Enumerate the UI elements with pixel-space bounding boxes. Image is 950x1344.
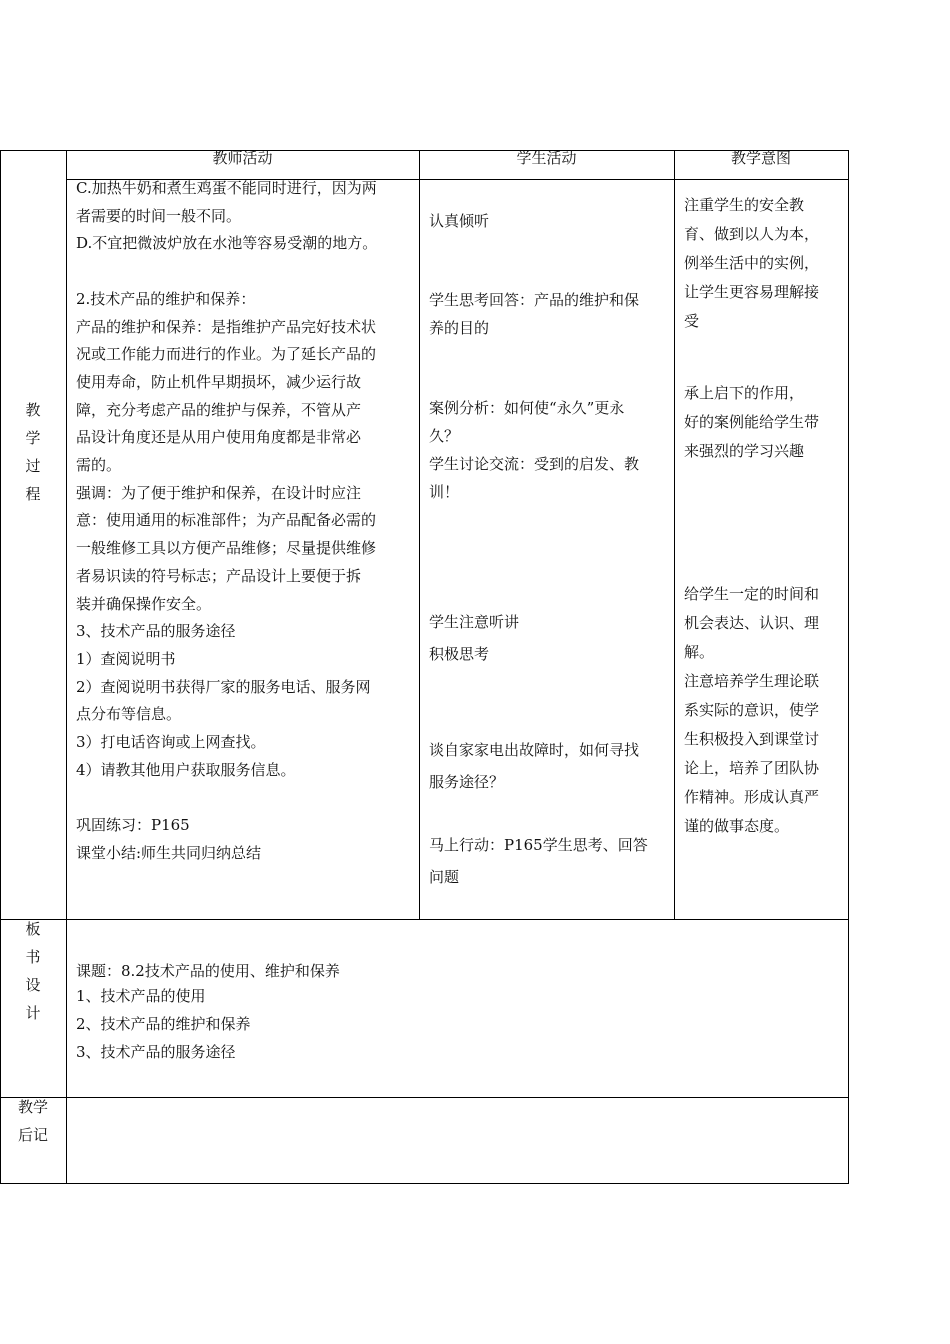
student-line: 认真倾听 (429, 212, 490, 230)
teacher-line: 障，充分考虑产品的维护与保养，不管从产 (76, 400, 362, 419)
teacher-column-border (419, 150, 420, 920)
student-line: 学生思考回答：产品的维护和保 (429, 291, 640, 309)
board-item: 1、技术产品的使用 (76, 987, 206, 1005)
teacher-line: C.加热牛奶和煮生鸡蛋不能同时进行，因为两 (76, 179, 377, 197)
header-teaching-intent: 教学意图 (730, 149, 791, 167)
teacher-line: 使用寿命，防止机件早期损坏，减少运行故 (76, 372, 362, 391)
intent-block-safety (684, 191, 842, 336)
board-title: 课题：8.2技术产品的使用、维护和保养 (76, 962, 340, 980)
board-item: 3、技术产品的服务途径 (76, 1043, 236, 1061)
teacher-line: 品设计角度还是从用户使用角度都是非常必 (76, 428, 362, 447)
board-item: 2、技术产品的维护和保养 (76, 1015, 251, 1033)
intent-line: 系实际的意识，使学 (684, 701, 820, 719)
teacher-line: 一般维修工具以方便产品维修；尽量提供维修 (76, 539, 377, 558)
teacher-line: 2.技术产品的维护和保养： (76, 289, 256, 308)
teacher-line: 者需要的时间一般不同。 (76, 206, 242, 225)
teacher-line: 产品的维护和保养：是指维护产品完好技术状 (76, 317, 377, 336)
side-label-board-design: 板 书 设 计 (25, 920, 41, 1022)
student-line: 久？ (429, 427, 460, 445)
intent-line: 育、做到以人为本， (684, 225, 820, 243)
header-teacher-activity: 教师活动 (212, 149, 273, 167)
student-line: 谈自家家电出故障时，如何寻找 (429, 741, 640, 759)
intent-line: 注重学生的安全教 (684, 196, 805, 214)
teacher-line (76, 784, 416, 812)
student-line: 马上行动：P165学生思考、回答 (429, 836, 648, 854)
process-bottom-border (0, 919, 849, 920)
student-block-attention (429, 606, 669, 670)
side-label-process: 教 学 过 程 (25, 401, 41, 503)
table-right-border (848, 150, 849, 1184)
teacher-line: 需的。 (76, 456, 122, 475)
student-line: 学生讨论交流：受到的启发、教 (429, 455, 640, 473)
student-block-listen (429, 207, 669, 235)
table-bottom-border (0, 1183, 849, 1184)
intent-line: 生积极投入到课堂讨 (684, 730, 820, 748)
student-line: 训！ (429, 483, 460, 501)
student-line: 养的目的 (429, 319, 490, 337)
side-label-notes: 教学 后记 (17, 1098, 48, 1144)
intent-line: 作精神。形成认真严 (684, 788, 820, 806)
teacher-line: 3、技术产品的服务途径 (76, 622, 236, 641)
teacher-line: 况或工作能力而进行的作业。为了延长产品的 (76, 345, 377, 364)
student-line: 积极思考 (429, 645, 490, 663)
student-block-answer (429, 286, 669, 342)
header-student-activity: 学生活动 (516, 149, 577, 167)
intent-block-transition (684, 379, 842, 466)
intent-line: 让学生更容易理解接 (684, 283, 820, 301)
teacher-line: 者易识读的符号标志；产品设计上要便于拆 (76, 566, 362, 585)
teacher-line: 4）请教其他用户获取服务信息。 (76, 760, 296, 779)
teacher-line: 装并确保操作安全。 (76, 594, 212, 613)
teacher-line (76, 258, 416, 286)
board-bottom-border (0, 1097, 849, 1098)
teacher-line: 点分布等信息。 (76, 705, 182, 724)
teacher-line: 意：使用通用的标准部件；为产品配备必需的 (76, 511, 377, 530)
student-line: 服务途径？ (429, 773, 505, 791)
student-block-action (429, 829, 669, 893)
teacher-activity-content (76, 175, 416, 868)
intent-line: 来强烈的学习兴趣 (684, 442, 805, 460)
intent-line: 论上，培养了团队协 (684, 759, 820, 777)
intent-line: 好的案例能给学生带 (684, 413, 820, 431)
teacher-line: D.不宜把微波炉放在水池等容易受潮的地方。 (76, 234, 378, 253)
student-line: 学生注意听讲 (429, 613, 520, 631)
intent-block-expression (684, 580, 842, 841)
intent-line: 给学生一定的时间和 (684, 585, 820, 603)
teacher-line: 巩固练习：P165 (76, 816, 190, 835)
intent-line: 机会表达、认识、理 (684, 614, 820, 632)
intent-line: 谨的做事态度。 (684, 817, 790, 835)
student-column-border (674, 150, 675, 920)
table-left-border (0, 150, 1, 1184)
teacher-line: 1）查阅说明书 (76, 649, 176, 668)
student-line: 问题 (429, 868, 460, 886)
intent-line: 受 (684, 312, 700, 330)
intent-line: 承上启下的作用， (684, 384, 805, 402)
student-block-service-discussion (429, 734, 669, 798)
student-line: 案例分析：如何使“永久”更永 (429, 399, 625, 417)
intent-line: 注意培养学生理论联 (684, 672, 820, 690)
intent-line: 例举生活中的实例， (684, 254, 820, 272)
label-column-border (66, 150, 67, 1184)
board-design-content (76, 960, 340, 1066)
teacher-line: 强调：为了便于维护和保养，在设计时应注 (76, 483, 362, 502)
teacher-line: 3）打电话咨询或上网查找。 (76, 733, 266, 752)
teacher-line: 2）查阅说明书获得厂家的服务电话、服务网 (76, 677, 371, 696)
intent-line: 解。 (684, 643, 715, 661)
teacher-line: 课堂小结:师生共同归纳总结 (76, 843, 262, 862)
student-block-case-analysis (429, 394, 669, 506)
